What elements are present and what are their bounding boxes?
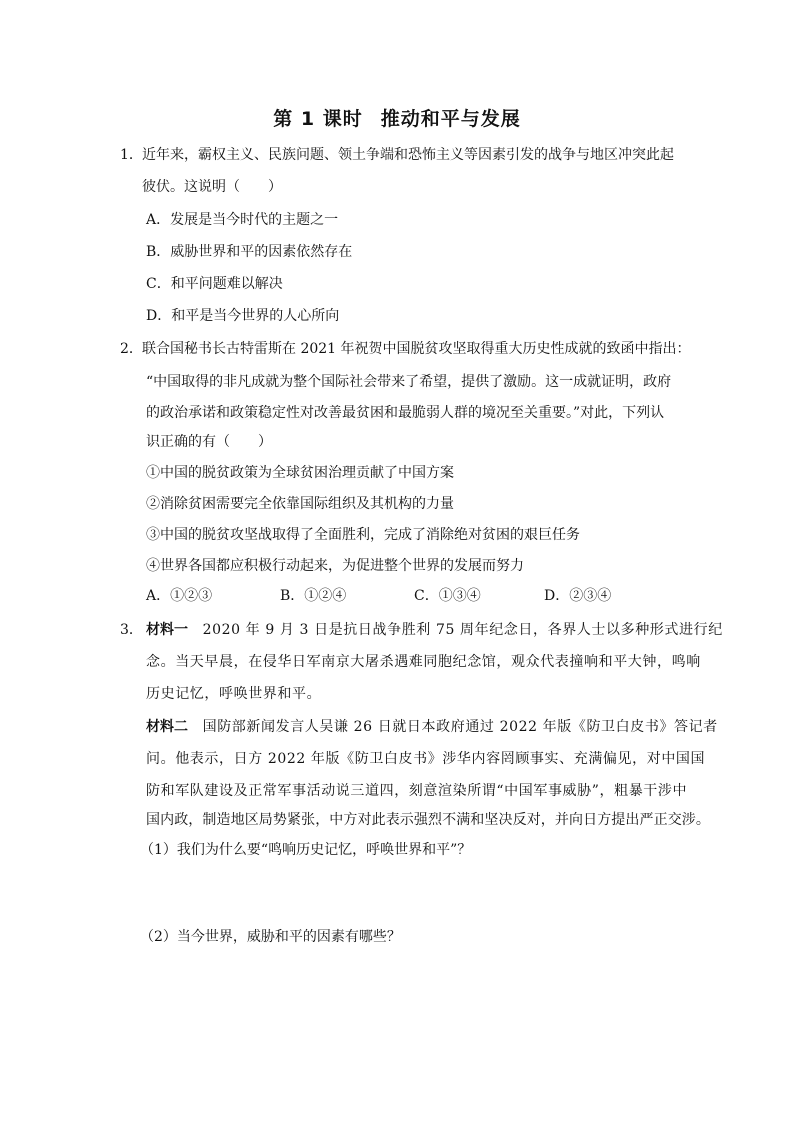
option-a: A．①②③ [146, 588, 213, 604]
question-number: 3． [120, 622, 143, 638]
material-1-line: 念。当天早晨，在侵华日军南京大屠杀遇难同胞纪念馆，观众代表撞响和平大钟，鸣响 [146, 654, 701, 670]
question-stem-line: “中国取得的非凡成就为整个国际社会带来了希望，提供了激励。这一成就证明，政府 [146, 374, 672, 390]
option-c: C．①③④ [414, 588, 481, 604]
material-2-line [146, 717, 718, 737]
question-stem-line: 近年来，霸权主义、民族问题、领土争端和恐怖主义等因素引发的战争与地区冲突此起 [142, 147, 674, 163]
option-a: A．发展是当今时代的主题之一 [146, 212, 339, 228]
material-1-line [146, 620, 723, 640]
material-2-text: 国防部新闻发言人吴谦 26 日就日本政府通过 2022 年版《防卫白皮书》答记者 [188, 719, 718, 735]
material-2-line: 防和军队建设及正常军事活动说三道四，刻意渲染所谓“中国军事威胁”，粗暴干涉中 [146, 783, 688, 799]
question-stem-line: 的政治承诺和政策稳定性对改善最贫困和最脆弱人群的境况至关重要。”对此，下列认 [146, 405, 665, 421]
option-c: C．和平问题难以解决 [146, 276, 283, 292]
option-d: D．和平是当今世界的人心所向 [146, 308, 340, 324]
question-number: 2． [120, 341, 143, 357]
statement-3: ③中国的脱贫攻坚战取得了全面胜利，完成了消除绝对贫困的艰巨任务 [146, 527, 580, 543]
option-b: B．①②④ [280, 588, 347, 604]
sub-question-1: （1）我们为什么要“鸣响历史记忆，呼唤世界和平”？ [140, 842, 472, 858]
statement-4: ④世界各国都应积极行动起来，为促进整个世界的发展而努力 [146, 558, 524, 574]
question-number: 1． [120, 147, 143, 163]
statement-2: ②消除贫困需要完全依靠国际组织及其机构的力量 [146, 496, 454, 512]
question-stem-line: 彼伏。这说明（ ） [142, 179, 282, 195]
page-title [0, 104, 794, 131]
material-1-line: 历史记忆，呼唤世界和平。 [146, 686, 322, 702]
lesson-topic: 推动和平与发展 [380, 108, 521, 130]
material-1-label: 材料一 [146, 622, 188, 638]
material-1-text: 2020 年 9 月 3 日是抗日战争胜利 75 周年纪念日，各界人士以多种形式进行纪 [188, 622, 723, 638]
sub-question-2: （2）当今世界，威胁和平的因素有哪些？ [140, 929, 401, 945]
option-b: B．威胁世界和平的因素依然存在 [146, 244, 353, 260]
lesson-label: 第 1 课时 [273, 108, 363, 130]
option-d: D．②③④ [544, 588, 612, 604]
material-2-line: 国内政，制造地区局势紧张，中方对此表示强烈不满和坚决反对，并向日方提出严正交涉。 [146, 812, 710, 828]
statement-1: ①中国的脱贫政策为全球贫困治理贡献了中国方案 [146, 465, 454, 481]
question-stem-line: 识正确的有（ ） [146, 434, 272, 450]
question-stem-line: 联合国秘书长古特雷斯在 2021 年祝贺中国脱贫攻坚取得重大历史性成就的致函中指出： [142, 341, 691, 357]
material-2-line: 问。他表示，日方 2022 年版《防卫白皮书》涉华内容罔顾事实、充满偏见，对中国国 [146, 751, 706, 767]
material-2-label: 材料二 [146, 719, 188, 735]
